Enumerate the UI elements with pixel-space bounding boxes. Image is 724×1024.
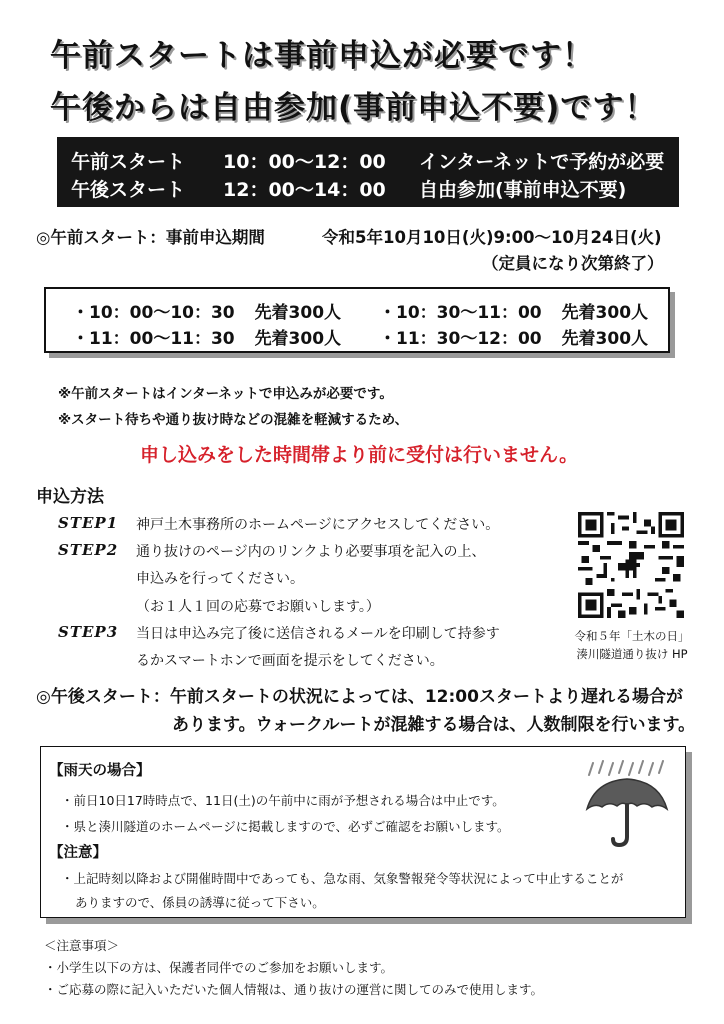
schedule-label: 午後スタート — [71, 179, 186, 201]
step-label: STEP1 — [58, 514, 119, 532]
caution-line: ありますので、係員の誘導に従って下さい。 — [75, 895, 325, 910]
headline-line1: 午前スタートは事前申込が必要です！ — [50, 38, 594, 74]
note-line: ※午前スタートはインターネットで申込みが必要です。 — [58, 386, 393, 402]
schedule-note: インターネットで予約が必要 — [419, 151, 665, 173]
slot-time: ・10：00〜10：30 — [72, 303, 235, 323]
step-label: STEP2 — [58, 541, 119, 559]
afternoon-line2: あります。ウォークルートが混雑する場合は、人数制限を行います。 — [172, 715, 696, 735]
slot-capacity: 先着300人 — [254, 329, 342, 349]
headline-line2: 午後からは自由参加(事前申込不要)です！ — [50, 90, 657, 126]
step-label: STEP3 — [58, 623, 119, 641]
afternoon-line1: ◎午後スタート：午前スタートの状況によっては、12:00スタートより遅れる場合が — [36, 687, 683, 707]
qr-code-icon[interactable] — [578, 512, 684, 618]
morning-period-label: ◎午前スタート：事前申込期間 — [36, 228, 265, 247]
slot-item — [379, 298, 648, 323]
footer-title: ＜注意事項＞ — [44, 938, 120, 953]
footer-item: ・ご応募の際に記入いただいた個人情報は、通り抜けの運営に関してのみで使用します。 — [44, 982, 544, 997]
note-line: ※スタート待ちや通り抜け時などの混雑を軽減するため、 — [58, 412, 409, 428]
slot-capacity: 先着300人 — [561, 303, 649, 323]
schedule-note: 自由参加(事前申込不要) — [419, 179, 627, 201]
schedule-time: 10：00〜12：00 — [223, 151, 386, 173]
qr-caption-line2: 湊川隧道通り抜け HP — [576, 647, 688, 661]
step-text: （お１人１回の応募でお願いします。） — [136, 599, 380, 615]
schedule-time: 12：00〜14：00 — [223, 179, 386, 201]
rain-item: ・前日10日17時時点で、11日(土)の午前中に雨が予想される場合は中止です。 — [61, 793, 505, 808]
red-notice: 申し込みをした時間帯より前に受付は行いません。 — [140, 444, 579, 466]
step-text: 通り抜けのページ内のリンクより必要事項を記入の上、 — [136, 544, 486, 560]
slot-time: ・11：30〜12：00 — [379, 329, 542, 349]
caution-title: 【注意】 — [49, 845, 107, 861]
slot-capacity: 先着300人 — [561, 329, 649, 349]
schedule-box — [57, 137, 679, 207]
slot-capacity: 先着300人 — [254, 303, 342, 323]
morning-period-sub: （定員になり次第終了） — [482, 254, 664, 273]
rain-title: 【雨天の場合】 — [49, 763, 151, 779]
rain-item: ・県と湊川隧道のホームページに掲載しますので、必ずご確認をお願いします。 — [61, 819, 510, 834]
apply-title: 申込方法 — [36, 487, 104, 507]
step-text: るかスマートホンで画面を提示をしてください。 — [136, 653, 444, 669]
slot-item — [379, 324, 648, 349]
slot-item — [72, 298, 341, 323]
schedule-label: 午前スタート — [71, 151, 186, 173]
info-box — [40, 746, 686, 918]
umbrella-rain-icon — [581, 759, 673, 851]
step-text: 申込みを行ってください。 — [136, 571, 304, 587]
caution-line: ・上記時刻以降および開催時間中であっても、急な雨、気象警報発令等状況によって中止することが — [61, 871, 624, 886]
slot-item — [72, 324, 341, 349]
step-text: 神戸土木事務所のホームページにアクセスしてください。 — [136, 517, 500, 533]
step-text: 当日は申込み完了後に送信されるメールを印刷して持参す — [136, 626, 500, 642]
slot-time: ・11：00〜11：30 — [72, 329, 235, 349]
qr-caption-line1: 令和５年「土木の日」 — [574, 629, 690, 643]
slot-time: ・10：30〜11：00 — [379, 303, 542, 323]
morning-period-dates: 令和5年10月10日(火)9:00〜10月24日(火) — [322, 228, 662, 247]
footer-item: ・小学生以下の方は、保護者同伴でのご参加をお願いします。 — [44, 960, 394, 975]
slot-box — [44, 287, 670, 353]
